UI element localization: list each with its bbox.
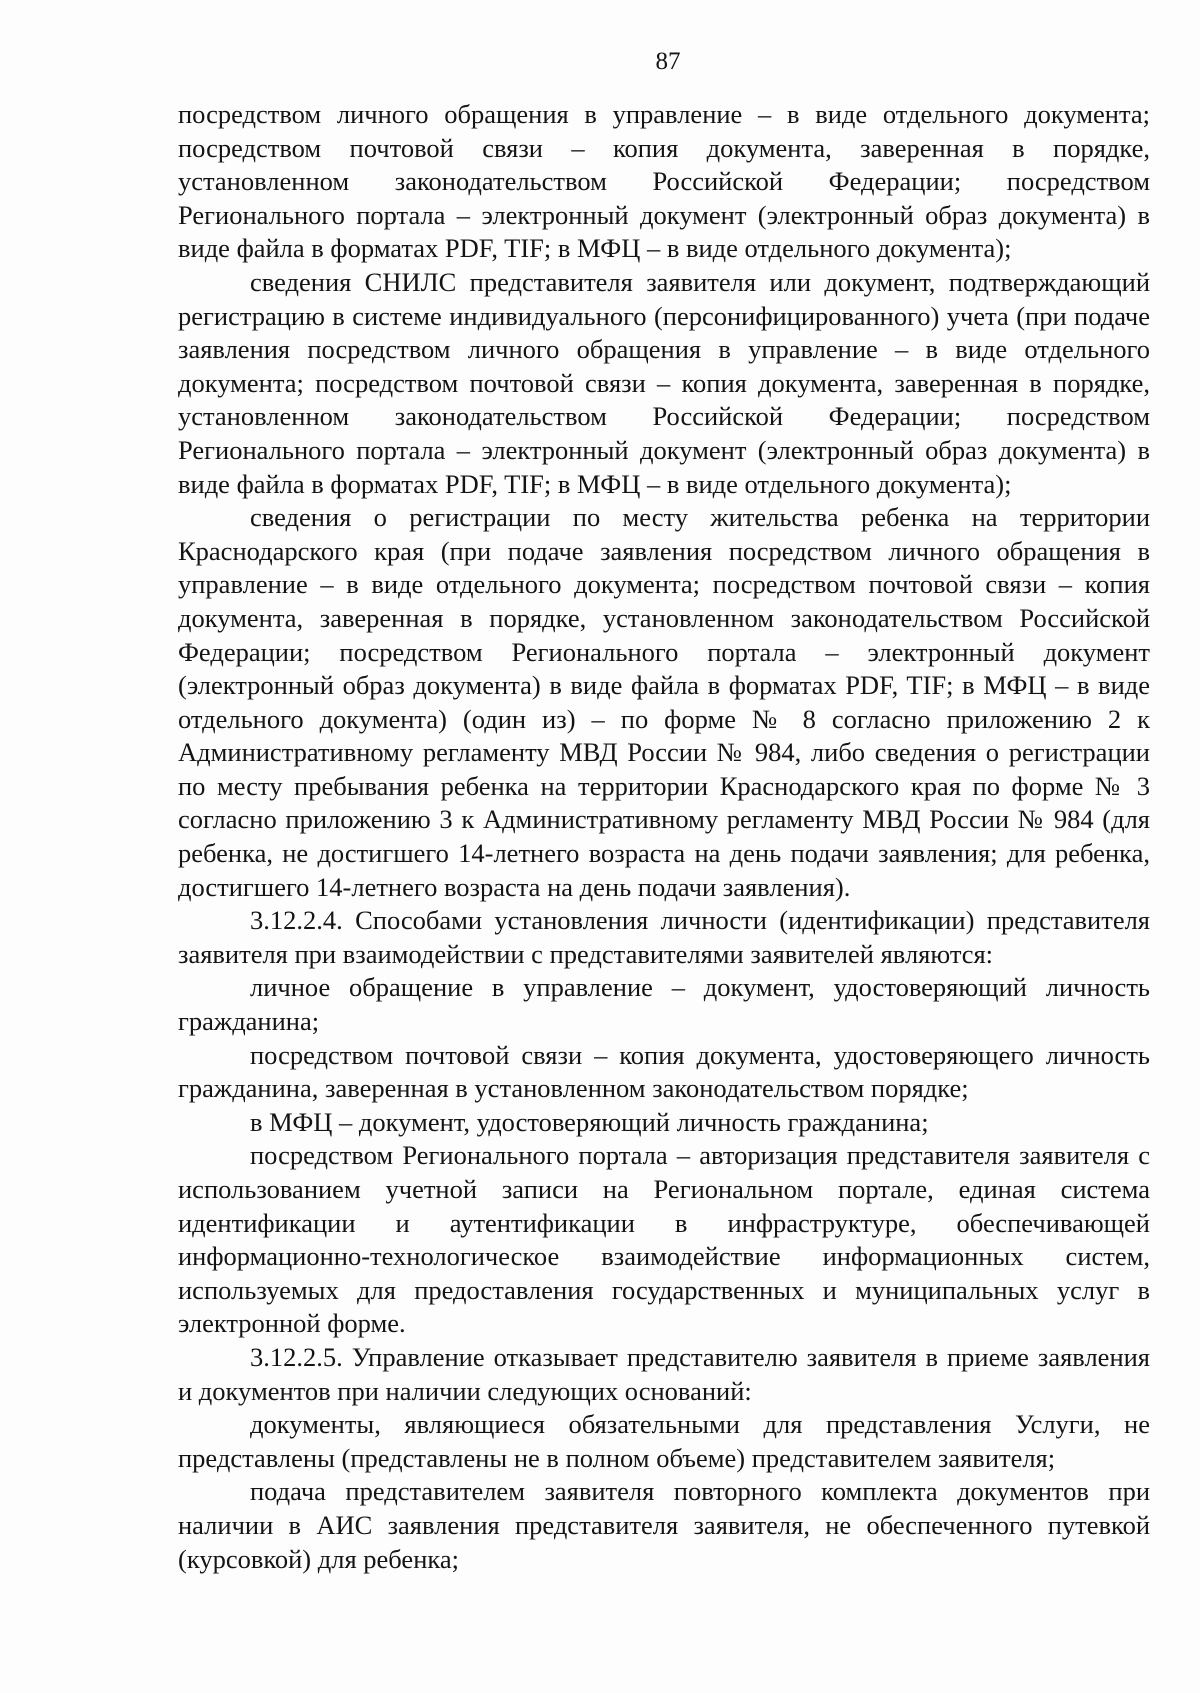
page-number: 87: [655, 48, 681, 75]
paragraph: документы, являющиеся обязательными для представления Услуги, не представлены (представлены не в полном объеме) представителем заявителя;: [178, 1409, 1150, 1473]
paragraph: посредством личного обращения в управление – в виде отдельного документа; посредством почтовой связи – копия документа, заверенная в порядке, установленном законодательством Российской Федерации; посредством Регионального портала – электронный документ (электронный образ документа) в виде файла в форматах PDF, TIF; в МФЦ – в виде отдельного документа);: [178, 99, 1150, 264]
paragraph: посредством Регионального портала – авторизация представителя заявителя с использованием учетной записи на Региональном портале, единая система идентификации и аутентификации в инфраструктуре, обеспечивающей информационно-технологическое взаимодействие информационных систем, используемых для предоставления государственных и муниципальных услуг в электронной форме.: [178, 1140, 1150, 1339]
paragraph: сведения о регистрации по месту жительства ребенка на территории Краснодарского края (при подаче заявления посредством личного обращения в управление – в виде отдельного документа; посредством почтовой связи – копия документа, заверенная в порядке, установленном законодательством Российской Федерации; посредством Регионального портала – электронный документ (электронный образ документа) в виде файла в форматах PDF, TIF; в МФЦ – в виде отдельного документа) (один из) – по форме № 8 согласно приложению 2 к Административному регламенту МВД России № 984, либо сведения о регистрации по месту пребывания ребенка на территории Краснодарского края по форме № 3 согласно приложению 3 к Административному регламенту МВД России № 984 (для ребенка, не достигшего 14-летнего возраста на день подачи заявления; для ребенка, достигшего 14-летнего возраста на день подачи заявления).: [178, 502, 1150, 902]
paragraph: 3.12.2.4. Способами установления личности (идентификации) представителя заявителя при взаимодействии с представителями заявителей являются:: [178, 905, 1150, 969]
paragraph: 3.12.2.5. Управление отказывает представителю заявителя в приеме заявления и документов при наличии следующих оснований:: [178, 1341, 1150, 1406]
document-body: [178, 98, 1150, 1576]
paragraph: посредством почтовой связи – копия документа, удостоверяющего личность гражданина, заверенная в установленном законодательством порядке;: [178, 1039, 1150, 1104]
paragraph: подача представителем заявителя повторного комплекта документов при наличии в АИС заявления представителя заявителя, не обеспеченного путевкой (курсовкой) для ребенка;: [178, 1476, 1150, 1574]
paragraph: личное обращение в управление – документ, удостоверяющий личность гражданина;: [178, 972, 1150, 1037]
paragraph: в МФЦ – документ, удостоверяющий личность гражданина;: [250, 1106, 929, 1137]
paragraph: сведения СНИЛС представителя заявителя или документ, подтверждающий регистрацию в системе индивидуального (персонифицированного) учета (при подаче заявления посредством личного обращения в управление – в виде отдельного документа; посредством почтовой связи – копия документа, заверенная в порядке, установленном законодательством Российской Федерации; посредством Регионального портала – электронный документ (электронный образ документа) в виде файла в форматах PDF, TIF; в МФЦ – в виде отдельного документа);: [178, 266, 1150, 499]
